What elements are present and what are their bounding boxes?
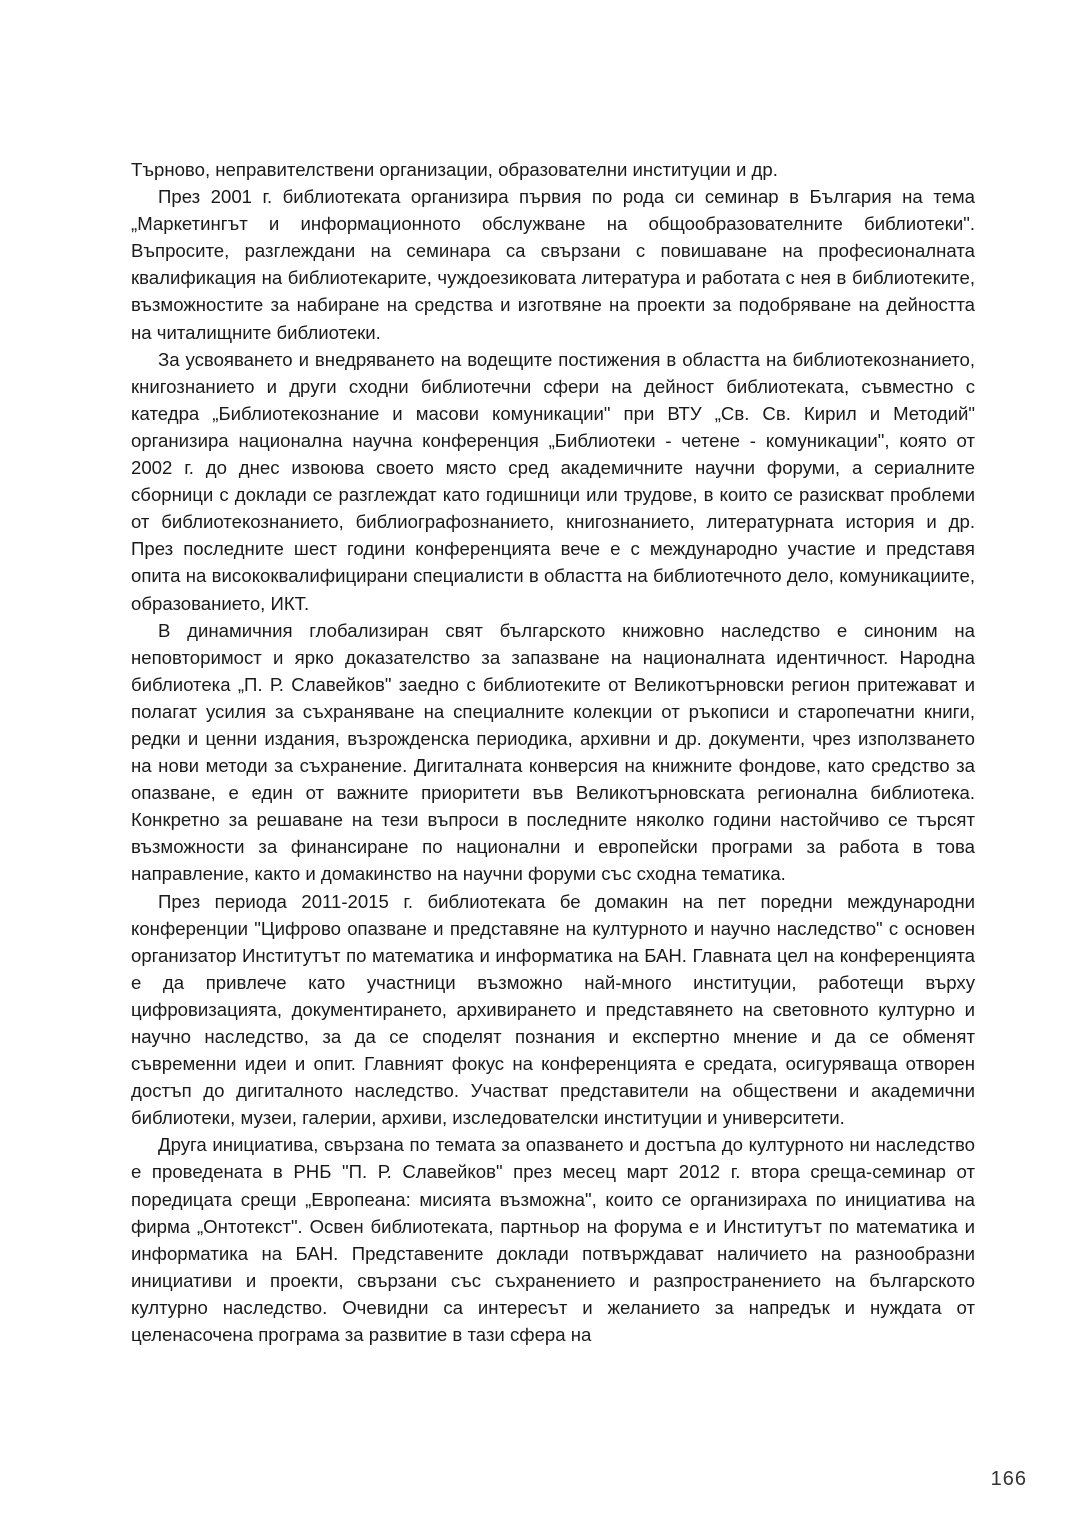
paragraph-heritage: В динамичния глобализиран свят българското книжовно наследство е синоним на неповторимост и ярко доказателство за запазване на националната идентичност. Народна библиотека „П. Р. Славейков" заедно с библиотеките от Великотърновски регион притежават и полагат усилия за съхраняване на специалните колекции от ръкописи и старопечатни книги, редки и ценни издания, възрожденска периодика, архивни и др. документи, чрез използването на нови методи за съхранение. Дигиталната конверсия на книжните фондове, като средство за опазване, е един от важните приоритети във Великотърновската регионална библиотека. Конкретно за решаване на тези въпроси в последните няколко години настойчиво се търсят възможности за финансиране по национални и европейски програми за работа в това направление, както и домакинство на научни форуми със сходна тематика.	[131, 619, 975, 885]
paragraph-europeana: Друга инициатива, свързана по темата за опазването и достъпа до културното ни наследство е проведената в РНБ "П. Р. Славейков" през месец март 2012 г. втора среща-семинар от поредицата срещи „Европеана: мисията възможна", които се организираха по инициатива на фирма „Онтотекст". Освен библиотеката, партньор на форума е и Институтът по математика и информатика на БАН. Представените доклади потвърждават наличието на разнообразни инициативи и проекти, свързани със съхранението и разпространението на българското културно наследство. Очевидни са интересът и желанието за напредък и нуждата от целенасочена програма за развитие в тази сфера на	[131, 1134, 975, 1346]
paragraph-digital-conferences: През периода 2011-2015 г. библиотеката бе домакин на пет поредни международни конференции "Цифрово опазване и представяне на културното и научно наследство" с основен организатор Институтът по математика и информатика на БАН. Главната цел на конференцията е да привлече като участници възможно най-много институции, работещи върху цифровизацията, документирането, архивирането и представянето на световното културно и научно наследство, за да се споделят познания и експертно мнение и да се обменят съвременни идеи и опит. Главният фокус на конференцията е средата, осигуряваща отворен достъп до дигиталното наследство. Участват представители на обществени и академични библиотеки, музеи, галерии, архиви, изследователски институции и университети.	[131, 890, 975, 1129]
document-body	[131, 156, 975, 1348]
page-number: 166	[990, 1468, 1027, 1490]
paragraph-continuation: Търново, неправителствени организации, образователни институции и др.	[131, 159, 778, 180]
paragraph-conference-libraries: За усвояването и внедряването на водещите постижения в областта на библиотекознанието, книгознанието и други сходни библиотечни сфери на дейност библиотеката, съвместно с катедра „Библиотекознание и масови комуникации" при ВТУ „Св. Св. Кирил и Методий" организира национална научна конференция „Библиотеки - четене - комуникации", която от 2002 г. до днес извоюва своето място сред академичните научни форуми, а сериалните сборници с доклади се разглеждат като годишници или трудове, в които се разискват проблеми от библиотекознанието, библиографознанието, книгознанието, литературната история и др. През последните шест години конференцията вече е с международно участие и представя опита на висококвалифицирани специалисти в областта на библиотечното дело, комуникациите, образованието, ИКТ.	[131, 348, 975, 614]
paragraph-seminar-2001: През 2001 г. библиотеката организира първия по рода си семинар в България на тема „Маркетингът и информационното обслужване на общообразователните библиотеки". Въпросите, разглеждани на семинара са свързани с повишаване на професионалната квалификация на библиотекарите, чуждоезиковата литература и работата с нея в библиотеките, възможностите за набиране на средства и изготвяне на проекти за подобряване на дейността на читалищните библиотеки.	[131, 186, 975, 343]
